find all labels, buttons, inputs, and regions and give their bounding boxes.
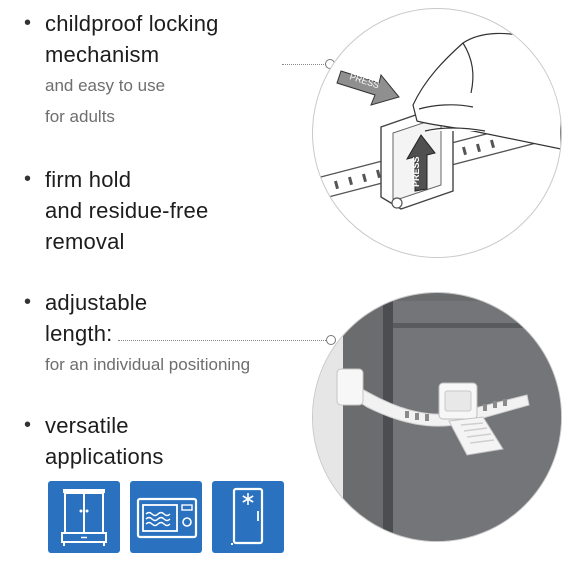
feature-title-line: versatile xyxy=(45,413,129,438)
feature-adjustable-length xyxy=(24,287,250,380)
feature-subtitle-line: and easy to use xyxy=(45,76,166,95)
feature-title-line: adjustable xyxy=(45,290,148,315)
feature-versatile-applications xyxy=(24,410,164,472)
bullet: • xyxy=(24,414,32,436)
leader-line xyxy=(118,340,330,341)
feature-subtitle-line: for adults xyxy=(45,107,115,126)
feature-title-line: removal xyxy=(45,229,125,254)
feature-title-line: applications xyxy=(45,444,164,469)
bullet: • xyxy=(24,168,32,190)
press-mechanism-illustration xyxy=(312,8,562,258)
feature-title-line: childproof locking xyxy=(45,11,219,36)
wardrobe-icon xyxy=(48,481,120,553)
feature-firm-hold xyxy=(24,164,208,257)
press-label-top: PRESS xyxy=(348,71,381,91)
bullet: • xyxy=(24,12,32,34)
press-label-bottom: PRESS xyxy=(411,156,421,187)
cabinet-photo xyxy=(312,292,562,542)
feature-title-line: mechanism xyxy=(45,42,160,67)
feature-childproof xyxy=(24,8,219,132)
feature-title-line: length: xyxy=(45,321,113,346)
leader-line xyxy=(282,64,328,65)
feature-subtitle-line: for an individual positioning xyxy=(45,355,251,374)
bullet: • xyxy=(24,291,32,313)
fridge-icon xyxy=(212,481,284,553)
feature-title-line: and residue-free xyxy=(45,198,209,223)
feature-title-line: firm hold xyxy=(45,167,132,192)
microwave-icon xyxy=(130,481,202,553)
